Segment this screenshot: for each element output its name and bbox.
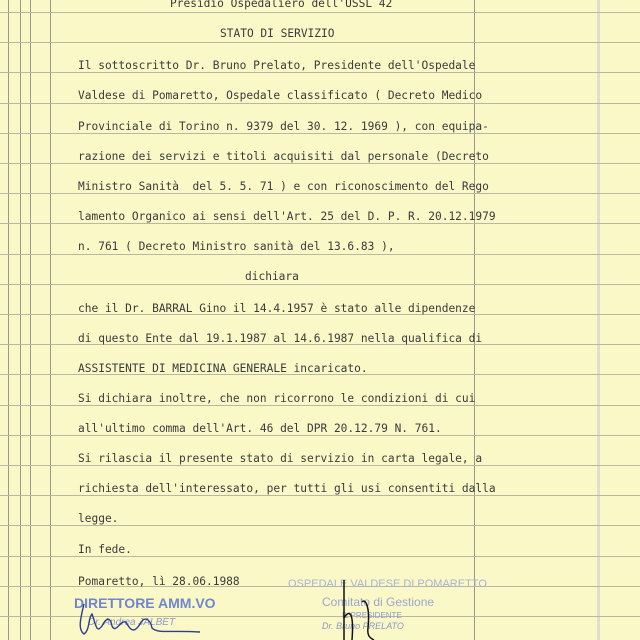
ruled-line xyxy=(0,12,640,13)
closing-line: In fede. xyxy=(78,543,132,556)
stamp-hospital-name: OSPEDALE VALDESE DI POMARETTO xyxy=(288,578,487,590)
body-line: Si dichiara inoltre, che non ricorrono le condizioni di cui xyxy=(78,392,476,405)
body-line: che il Dr. BARRAL Gino il 14.4.1957 è stato alle dipendenze xyxy=(78,302,476,315)
place-date: Pomaretto, lì 28.06.1988 xyxy=(78,575,240,588)
document-header: Presidio Ospedaliero dell'USSL 42 xyxy=(170,0,393,10)
ruled-line xyxy=(0,284,640,285)
fold-line xyxy=(597,0,600,640)
body-line: Il sottoscritto Dr. Bruno Prelato, Presidente dell'Ospedale xyxy=(78,59,476,72)
body-line: Si rilascia il presente stato di servizio in carta legale, a xyxy=(78,452,483,465)
body-line: lamento Organico ai sensi dell'Art. 25 del D. P. R. 20.12.1979 xyxy=(78,210,496,223)
signature-director xyxy=(70,600,210,640)
stamp-director-name: Dr. Andrea JALBET xyxy=(88,617,176,628)
document-title: STATO DI SERVIZIO xyxy=(220,27,335,40)
body-line: n. 761 ( Decreto Ministro sanità del 13.6.83 ), xyxy=(78,240,395,253)
body-line: di questo Ente dal 19.1.1987 al 14.6.1987 nella qualifica di xyxy=(78,332,483,345)
signature-president xyxy=(330,578,400,640)
body-line: richiesta dell'interessato, per tutti gli usi consentiti dalla xyxy=(78,482,496,495)
body-line: razione dei servizi e titoli acquisiti dal personale (Decreto xyxy=(78,150,489,163)
margin-line xyxy=(50,0,51,640)
ruled-line xyxy=(0,42,640,43)
ruled-line xyxy=(0,103,640,104)
body-line: all'ultimo comma dell'Art. 46 del DPR 20.12.79 N. 761. xyxy=(78,422,442,435)
ruled-line xyxy=(0,254,640,255)
dichiara-heading: dichiara xyxy=(245,270,299,283)
stamp-president-name: Dr. Bruno PRELATO xyxy=(322,621,404,631)
margin-line xyxy=(30,0,31,640)
body-line: Provinciale di Torino n. 9379 del 30. 12. 1969 ), con equipa- xyxy=(78,120,489,133)
stamp-director-title: DIRETTORE AMM.VO xyxy=(74,595,216,611)
stamp-committee: Comitato di Gestione xyxy=(322,595,435,609)
body-line: Ministro Sanità del 5. 5. 71 ) e con riconoscimento del Rego xyxy=(78,180,489,193)
body-line: legge. xyxy=(78,512,119,525)
body-line: ASSISTENTE DI MEDICINA GENERALE incaricato. xyxy=(78,362,368,375)
margin-line xyxy=(8,0,9,640)
body-line: Valdese di Pomaretto, Ospedale classificato ( Decreto Medico xyxy=(78,89,483,102)
stamp-president-role: IL PRESIDENTE xyxy=(342,611,402,620)
margin-line xyxy=(20,0,21,640)
